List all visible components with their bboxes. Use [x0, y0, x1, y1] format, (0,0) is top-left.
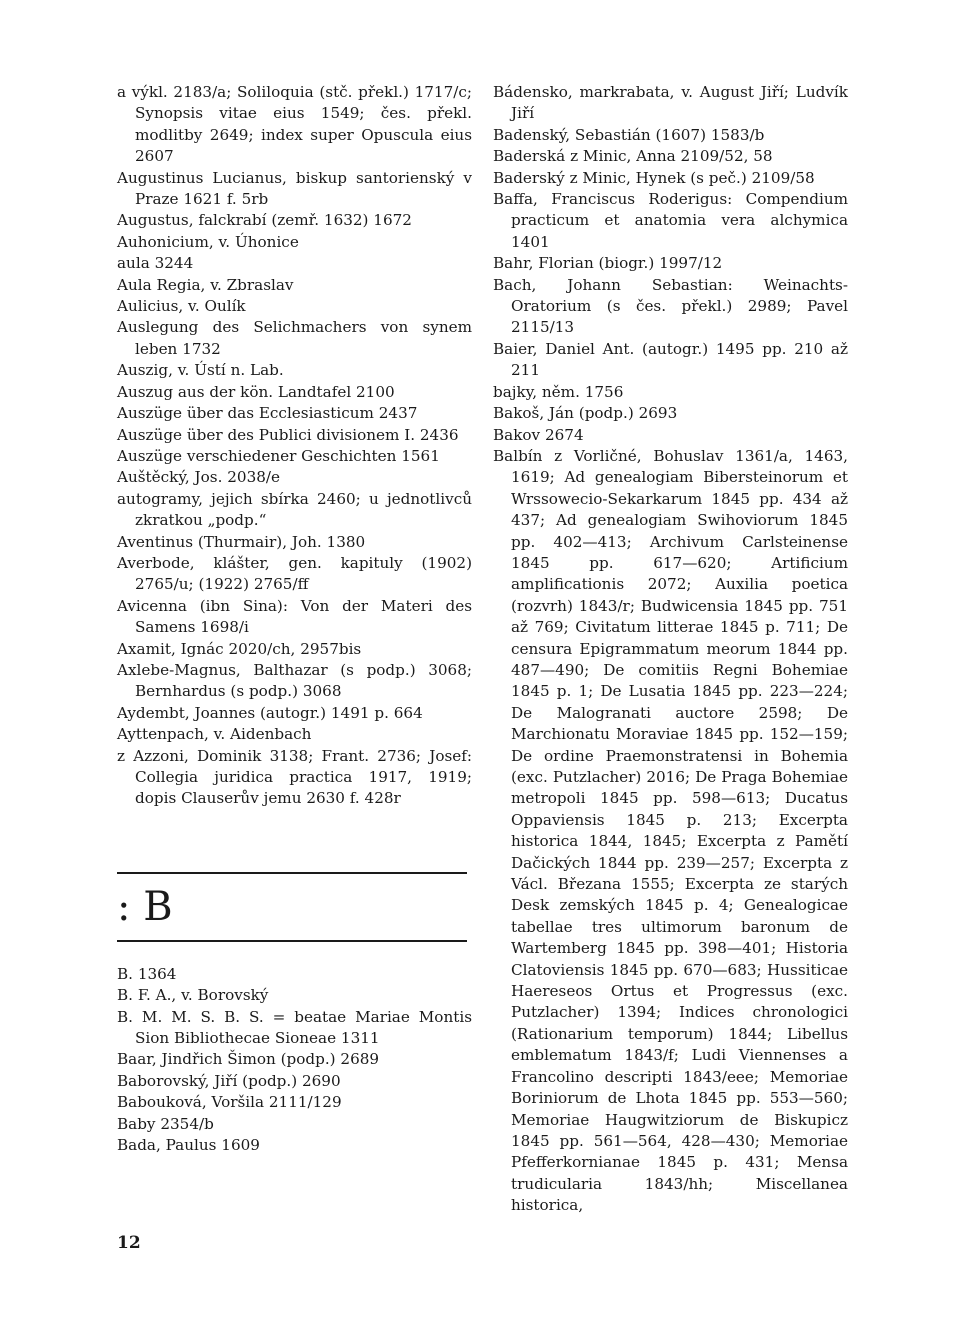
index-entry: Aulicius, v. Oulík: [117, 297, 246, 316]
index-entry: autogramy, jejich sbírka 2460; u jednotlivců zkratkou „podp.“: [117, 489, 472, 530]
index-entry: Bada, Paulus 1609: [117, 1136, 260, 1155]
index-entry: Auszüge über des Publici divisionem I. 2436: [117, 425, 459, 444]
index-entry: Baderský z Minic, Hynek (s peč.) 2109/58: [493, 168, 815, 187]
index-entry: Baffa, Franciscus Roderigus: Compendium practicum et anatomia vera alchymica 1401: [493, 190, 848, 251]
index-entry: Auszug aus der kön. Landtafel 2100: [117, 382, 395, 401]
index-entry: Auhonicium, v. Úhonice: [117, 232, 299, 251]
section-bottom-rule: [117, 940, 467, 942]
b-entry-list: [117, 964, 472, 1157]
index-entry: Aula Regia, v. Zbraslav: [117, 275, 294, 294]
index-entry: Baby 2354/b: [117, 1114, 214, 1133]
index-entry: Baderská z Minic, Anna 2109/52, 58: [493, 147, 773, 166]
left-entry-list: [117, 82, 472, 810]
index-entry: Auszüge über das Ecclesiasticum 2437: [117, 404, 418, 423]
section-heading-b: [117, 872, 472, 942]
index-entry: B. 1364: [117, 964, 177, 983]
index-entry: Baborovský, Jiří (podp.) 2690: [117, 1071, 341, 1090]
index-entry: Balbín z Vorličné, Bohuslav 1361/a, 1463, 1619; Ad genealogiam Bibersteinorum et Wrssowecio-Sekarkarum 1845 pp. 434 až 437; Ad genealogiam Swihoviorum 1845 pp. 402—413; Archivum Carlsteinense 1845 pp. 617—620; Artificium amplificationis 2072; Auxilia poetica (rozvrh) 1843/r; Budwicensia 1845 pp. 751 až 769; Civitatum litterae 1845 p. 711; De censura Epigrammatum meorum 1844 pp. 487—490; De comitiis Regni Bohemiae 1845 p. 1; De Lusatia 1845 pp. 223—224; De Malogranati auctore 2598; De Marchionatu Moraviae 1845 pp. 152—159; De ordine Praemonstratensi in Bohemia (exc. Putzlacher) 2016; De Praga Bohemiae metropoli 1845 pp. 598—613; Ducatus Oppaviensis 1845 p. 213; Excerpta historica 1844, 1845; Excerpta z Pamětí Dačických 1844 pp. 239—257; Excerpta z Václ. Březana 1555; Excerpta ze starých Desk zemských 1845 p. 4; Genealogicae tabellae tres ultimorum baronum de Wartemberg 1845 pp. 398—401; Historia Clatoviensis 1845 pp. 670—683; Hussiticae Haereseos Ortus et Progressus (exc. Putzlacher) 1394; Indices chronologici (Rationarium temporum) 1844; Libellus emblematum 1843/f; Ludi Viennenses a Francolino descripti 1843/eee; Memoriae Boriniorum de Lhota 1845 pp. 553—560; Memoriae Haugwitziorum de Biskupicz 1845 pp. 561—564, 428—430; Memoriae Pfefferkornianae 1845 p. 431; Mensa trudicularia 1843/hh; Miscellanea historica,: [493, 446, 848, 1215]
left-column: [117, 82, 472, 1156]
index-entry: Bádensko, markrabata, v. August Jiří; Ludvík Jiří: [493, 83, 848, 123]
index-entry: Auszig, v. Ústí n. Lab.: [117, 361, 284, 380]
index-entry: B. M. M. S. B. S. = beatae Mariae Montis Sion Bibliothecae Sioneae 1311: [117, 1007, 472, 1048]
index-entry: bajky, něm. 1756: [493, 382, 624, 401]
index-entry: Babouková, Voršila 2111/129: [117, 1093, 342, 1112]
index-entry: Bach, Johann Sebastian: Weinachts-Oratorium (s čes. překl.) 2989; Pavel 2115/13: [493, 275, 848, 337]
index-entry: Aydembt, Joannes (autogr.) 1491 p. 664: [117, 703, 423, 722]
page-number: 12: [117, 1233, 141, 1253]
index-entry: Auslegung des Selichmachers von synem leben 1732: [117, 318, 472, 358]
index-entry: Augustus, falckrabí (zemř. 1632) 1672: [117, 211, 412, 230]
index-entry: Baar, Jindřich Šimon (podp.) 2689: [117, 1050, 380, 1069]
index-entry: aula 3244: [117, 254, 194, 273]
index-entry: B. F. A., v. Borovský: [117, 986, 269, 1005]
index-entry: Badenský, Sebastián (1607) 1583/b: [493, 125, 765, 144]
index-entry: Averbode, klášter, gen. kapituly (1902) 2765/u; (1922) 2765/ff: [117, 553, 472, 594]
index-entry: a výkl. 2183/a; Soliloquia (stč. překl.) 1717/c; Synopsis vitae eius 1549; čes. překl. modlitby 2649; index super Opuscula eius 2607: [117, 83, 472, 166]
index-entry: Axlebe-Magnus, Balthazar (s podp.) 3068; Bernhardus (s podp.) 3068: [117, 660, 472, 701]
index-entry: Bakov 2674: [493, 425, 584, 444]
index-entry: Bahr, Florian (biogr.) 1997/12: [493, 254, 723, 273]
right-entry-list: [493, 82, 848, 1217]
index-entry: Ayttenpach, v. Aidenbach: [117, 725, 312, 744]
index-entry: Baier, Daniel Ant. (autogr.) 1495 pp. 210 až 211: [493, 339, 848, 380]
index-entry: Aventinus (Thurmair), Joh. 1380: [117, 532, 366, 551]
index-entry: Augustinus Lucianus, biskup santorienský v Praze 1621 f. 5rb: [117, 168, 472, 209]
index-entry: Auštěcký, Jos. 2038/e: [117, 468, 280, 487]
index-entry: Avicenna (ibn Sina): Von der Materi des Samens 1698/i: [117, 596, 472, 637]
section-letter: : B: [117, 883, 173, 930]
index-entry: z Azzoni, Dominik 3138; Frant. 2736; Josef: Collegia juridica practica 1917, 1919; dopis Clauserův jemu 2630 f. 428r: [117, 746, 472, 808]
index-entry: Axamit, Ignác 2020/ch, 2957bis: [117, 639, 362, 658]
index-entry: Auszüge verschiedener Geschichten 1561: [117, 446, 440, 465]
index-entry: Bakoš, Ján (podp.) 2693: [493, 404, 678, 423]
right-column: [493, 82, 848, 1217]
